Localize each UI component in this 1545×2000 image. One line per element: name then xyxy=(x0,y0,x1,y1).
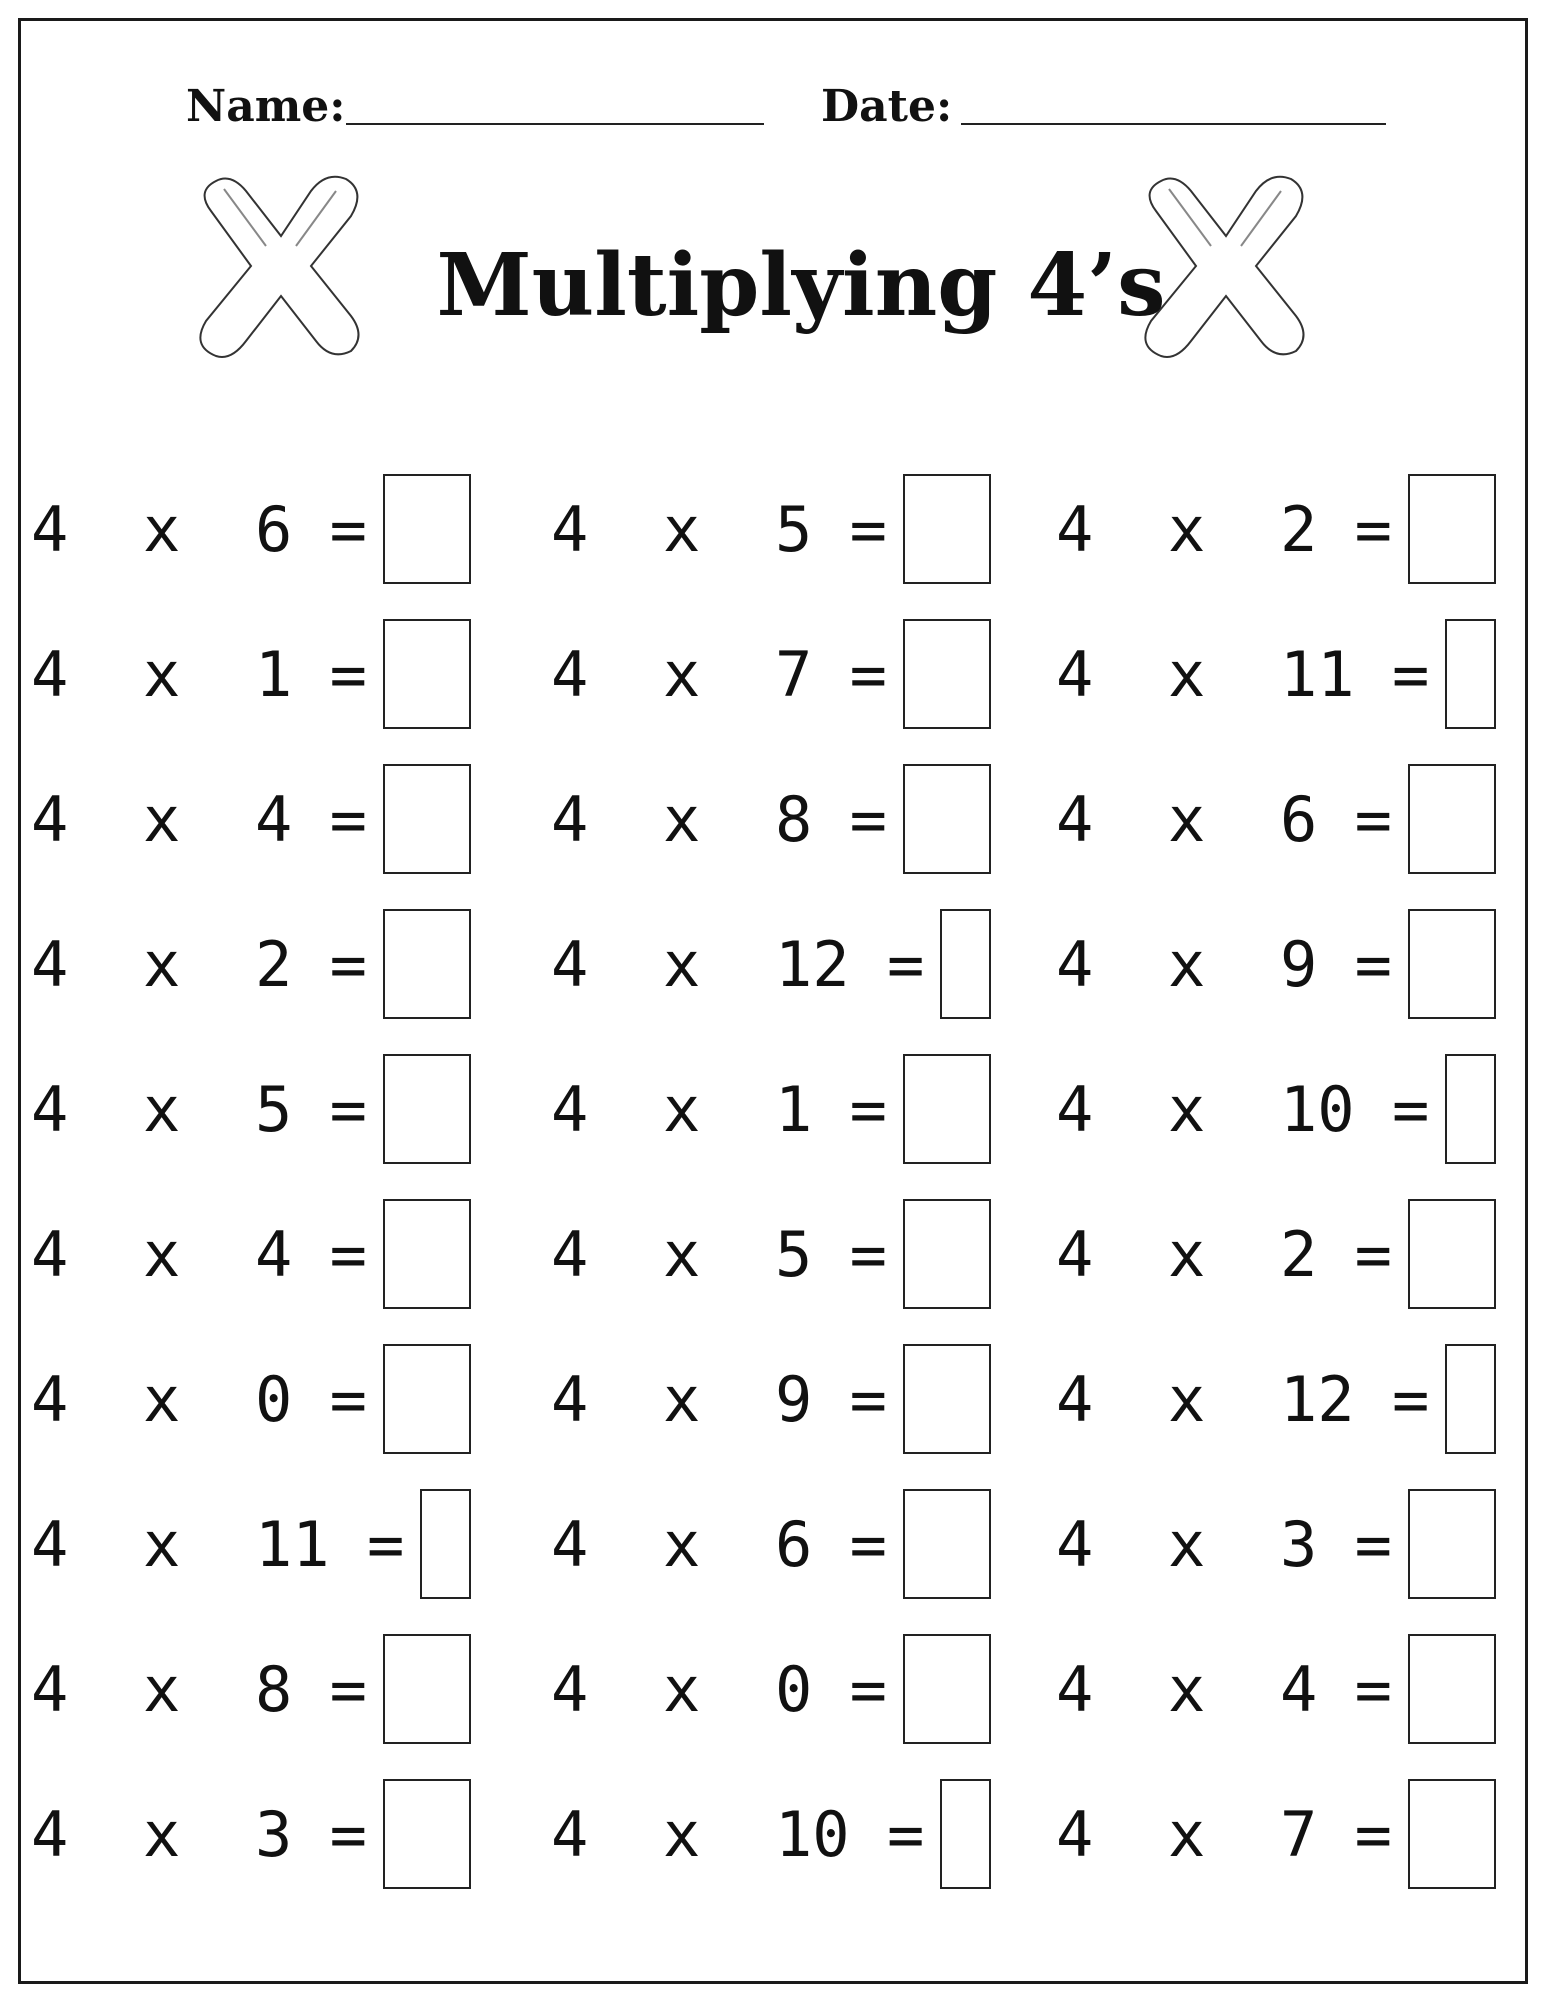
factor-b: 2 xyxy=(1279,1217,1318,1291)
times-sign: x xyxy=(142,1072,181,1146)
equals-sign: = xyxy=(1354,1652,1392,1726)
factor-a: 4 xyxy=(1056,782,1094,856)
times-sign: x xyxy=(662,1217,701,1291)
factor-b: 4 xyxy=(254,1217,293,1291)
equals-sign: = xyxy=(849,492,887,566)
problem-row xyxy=(31,908,471,1020)
problem-expression xyxy=(1056,638,1445,711)
factor-b: 8 xyxy=(774,782,813,856)
problem-expression xyxy=(31,1508,420,1581)
times-sign: x xyxy=(142,492,181,566)
answer-box[interactable] xyxy=(383,474,471,584)
equals-sign: = xyxy=(329,1797,367,1871)
factor-a: 4 xyxy=(31,1797,69,1871)
equals-sign: = xyxy=(329,1652,367,1726)
factor-a: 4 xyxy=(31,1652,69,1726)
problem-expression xyxy=(31,1798,383,1871)
answer-box[interactable] xyxy=(1408,1779,1496,1889)
times-sign: x xyxy=(1167,1652,1206,1726)
times-sign: x xyxy=(1167,637,1206,711)
problem-expression xyxy=(551,1798,940,1871)
factor-a: 4 xyxy=(551,1072,589,1146)
factor-b: 11 xyxy=(1279,637,1355,711)
factor-b: 1 xyxy=(774,1072,813,1146)
problem-expression xyxy=(31,1073,383,1146)
problem-row xyxy=(31,1343,471,1455)
problem-expression xyxy=(1056,493,1408,566)
problem-expression xyxy=(1056,1798,1408,1871)
factor-b: 5 xyxy=(774,492,813,566)
factor-b: 5 xyxy=(254,1072,293,1146)
problem-row xyxy=(31,1488,471,1600)
times-sign: x xyxy=(1167,1362,1206,1436)
answer-box[interactable] xyxy=(940,1779,991,1889)
factor-b: 2 xyxy=(1279,492,1318,566)
answer-box[interactable] xyxy=(383,1779,471,1889)
answer-box[interactable] xyxy=(903,619,991,729)
equals-sign: = xyxy=(1354,1797,1392,1871)
times-sign: x xyxy=(662,1652,701,1726)
problem-row xyxy=(31,473,471,585)
problem-row xyxy=(551,473,991,585)
answer-box[interactable] xyxy=(1408,1199,1496,1309)
problem-expression xyxy=(1056,1073,1445,1146)
problem-row xyxy=(1056,1633,1496,1745)
times-sign: x xyxy=(142,637,181,711)
problem-row xyxy=(31,618,471,730)
times-sign: x xyxy=(1167,492,1206,566)
answer-box[interactable] xyxy=(383,1054,471,1164)
factor-a: 4 xyxy=(1056,1797,1094,1871)
factor-b: 0 xyxy=(774,1652,813,1726)
factor-a: 4 xyxy=(31,1072,69,1146)
answer-box[interactable] xyxy=(903,1489,991,1599)
answer-box[interactable] xyxy=(1408,474,1496,584)
problem-row xyxy=(551,1343,991,1455)
problem-expression xyxy=(551,638,903,711)
answer-box[interactable] xyxy=(1408,1489,1496,1599)
name-label: Name: xyxy=(186,81,346,132)
times-sign: x xyxy=(662,927,701,1001)
factor-a: 4 xyxy=(551,1652,589,1726)
answer-box[interactable] xyxy=(903,1199,991,1309)
page-title: Multiplying 4’s xyxy=(436,235,1166,336)
problem-row xyxy=(551,618,991,730)
answer-box[interactable] xyxy=(1408,1634,1496,1744)
equals-sign: = xyxy=(849,1217,887,1291)
factor-b: 6 xyxy=(774,1507,813,1581)
problem-row xyxy=(1056,908,1496,1020)
times-sign: x xyxy=(662,1072,701,1146)
times-sign: x xyxy=(142,782,181,856)
answer-box[interactable] xyxy=(383,909,471,1019)
equals-sign: = xyxy=(329,1362,367,1436)
problem-row xyxy=(1056,1053,1496,1165)
equals-sign: = xyxy=(329,492,367,566)
factor-b: 9 xyxy=(1279,927,1318,1001)
multiply-x-icon xyxy=(186,161,376,371)
factor-b: 3 xyxy=(254,1797,293,1871)
problem-expression xyxy=(1056,928,1408,1001)
answer-box[interactable] xyxy=(903,1344,991,1454)
factor-a: 4 xyxy=(31,1217,69,1291)
problem-row xyxy=(1056,1198,1496,1310)
problem-row xyxy=(31,1633,471,1745)
times-sign: x xyxy=(662,492,701,566)
problem-row xyxy=(1056,1488,1496,1600)
factor-b: 10 xyxy=(774,1797,850,1871)
factor-a: 4 xyxy=(31,927,69,1001)
times-sign: x xyxy=(1167,1217,1206,1291)
factor-b: 7 xyxy=(774,637,813,711)
equals-sign: = xyxy=(849,1652,887,1726)
equals-sign: = xyxy=(1354,1507,1392,1581)
problem-expression xyxy=(31,1363,383,1436)
problem-expression xyxy=(551,783,903,856)
answer-box[interactable] xyxy=(903,474,991,584)
equals-sign: = xyxy=(329,637,367,711)
times-sign: x xyxy=(1167,1797,1206,1871)
factor-a: 4 xyxy=(1056,1072,1094,1146)
equals-sign: = xyxy=(366,1507,405,1581)
worksheet-page xyxy=(18,18,1528,1984)
date-field[interactable] xyxy=(961,123,1386,125)
factor-a: 4 xyxy=(551,492,589,566)
problem-row xyxy=(551,1053,991,1165)
answer-box[interactable] xyxy=(903,1054,991,1164)
factor-b: 2 xyxy=(254,927,293,1001)
problem-row xyxy=(1056,1778,1496,1890)
factor-b: 0 xyxy=(254,1362,293,1436)
problem-expression xyxy=(31,1218,383,1291)
answer-box[interactable] xyxy=(903,764,991,874)
times-sign: x xyxy=(142,1797,181,1871)
times-sign: x xyxy=(1167,927,1206,1001)
equals-sign: = xyxy=(329,782,367,856)
factor-b: 7 xyxy=(1279,1797,1318,1871)
times-sign: x xyxy=(662,1797,701,1871)
factor-b: 8 xyxy=(254,1652,293,1726)
problem-row xyxy=(31,1778,471,1890)
times-sign: x xyxy=(142,1507,181,1581)
equals-sign: = xyxy=(1354,1217,1392,1291)
equals-sign: = xyxy=(1354,927,1392,1001)
factor-a: 4 xyxy=(1056,492,1094,566)
factor-b: 4 xyxy=(254,782,293,856)
problem-expression xyxy=(551,1653,903,1726)
factor-b: 10 xyxy=(1279,1072,1355,1146)
problem-expression xyxy=(551,493,903,566)
problem-row xyxy=(551,1778,991,1890)
problem-expression xyxy=(551,1073,903,1146)
times-sign: x xyxy=(142,1217,181,1291)
problem-expression xyxy=(31,928,383,1001)
answer-box[interactable] xyxy=(1408,909,1496,1019)
problem-row xyxy=(551,1198,991,1310)
factor-b: 12 xyxy=(774,927,850,1001)
problem-expression xyxy=(551,928,940,1001)
answer-box[interactable] xyxy=(420,1489,471,1599)
date-label: Date: xyxy=(821,81,953,132)
answer-box[interactable] xyxy=(383,619,471,729)
problem-row xyxy=(551,1633,991,1745)
factor-b: 12 xyxy=(1279,1362,1355,1436)
equals-sign: = xyxy=(849,1072,887,1146)
problem-expression xyxy=(551,1218,903,1291)
problem-expression xyxy=(1056,1508,1408,1581)
equals-sign: = xyxy=(849,1507,887,1581)
factor-a: 4 xyxy=(31,782,69,856)
equals-sign: = xyxy=(1354,492,1392,566)
factor-a: 4 xyxy=(1056,637,1094,711)
times-sign: x xyxy=(1167,1507,1206,1581)
problem-row xyxy=(1056,618,1496,730)
problem-row xyxy=(1056,1343,1496,1455)
factor-a: 4 xyxy=(1056,927,1094,1001)
answer-box[interactable] xyxy=(1445,619,1496,729)
factor-b: 5 xyxy=(774,1217,813,1291)
problem-expression xyxy=(551,1363,903,1436)
times-sign: x xyxy=(662,1507,701,1581)
problem-row xyxy=(551,908,991,1020)
factor-a: 4 xyxy=(551,782,589,856)
problem-row xyxy=(31,1053,471,1165)
factor-a: 4 xyxy=(1056,1217,1094,1291)
answer-box[interactable] xyxy=(940,909,991,1019)
equals-sign: = xyxy=(1391,1072,1430,1146)
equals-sign: = xyxy=(886,927,925,1001)
times-sign: x xyxy=(662,782,701,856)
factor-a: 4 xyxy=(31,492,69,566)
answer-box[interactable] xyxy=(1445,1054,1496,1164)
factor-b: 6 xyxy=(254,492,293,566)
problem-expression xyxy=(31,783,383,856)
problem-expression xyxy=(1056,783,1408,856)
factor-a: 4 xyxy=(551,637,589,711)
factor-a: 4 xyxy=(1056,1507,1094,1581)
equals-sign: = xyxy=(886,1797,925,1871)
factor-b: 6 xyxy=(1279,782,1318,856)
factor-a: 4 xyxy=(551,1507,589,1581)
problem-row xyxy=(31,763,471,875)
problem-expression xyxy=(31,1653,383,1726)
times-sign: x xyxy=(662,1362,701,1436)
answer-box[interactable] xyxy=(383,1634,471,1744)
problem-row xyxy=(551,1488,991,1600)
times-sign: x xyxy=(142,1652,181,1726)
problem-row xyxy=(31,1198,471,1310)
problem-expression xyxy=(1056,1218,1408,1291)
factor-a: 4 xyxy=(31,1507,69,1581)
problem-row xyxy=(1056,473,1496,585)
factor-b: 9 xyxy=(774,1362,813,1436)
equals-sign: = xyxy=(849,1362,887,1436)
factor-a: 4 xyxy=(551,927,589,1001)
factor-b: 4 xyxy=(1279,1652,1318,1726)
times-sign: x xyxy=(142,1362,181,1436)
times-sign: x xyxy=(1167,1072,1206,1146)
equals-sign: = xyxy=(1391,1362,1430,1436)
equals-sign: = xyxy=(849,637,887,711)
problem-row xyxy=(551,763,991,875)
factor-a: 4 xyxy=(551,1362,589,1436)
problem-expression xyxy=(1056,1653,1408,1726)
factor-b: 11 xyxy=(254,1507,330,1581)
factor-a: 4 xyxy=(551,1217,589,1291)
answer-box[interactable] xyxy=(383,764,471,874)
equals-sign: = xyxy=(1354,782,1392,856)
factor-a: 4 xyxy=(1056,1362,1094,1436)
problem-row xyxy=(1056,763,1496,875)
problem-expression xyxy=(551,1508,903,1581)
equals-sign: = xyxy=(329,1072,367,1146)
answer-box[interactable] xyxy=(383,1344,471,1454)
factor-a: 4 xyxy=(31,637,69,711)
equals-sign: = xyxy=(1391,637,1430,711)
equals-sign: = xyxy=(329,1217,367,1291)
factor-a: 4 xyxy=(1056,1652,1094,1726)
factor-a: 4 xyxy=(551,1797,589,1871)
answer-box[interactable] xyxy=(383,1199,471,1309)
problem-expression xyxy=(31,638,383,711)
factor-b: 3 xyxy=(1279,1507,1318,1581)
answer-box[interactable] xyxy=(903,1634,991,1744)
name-field[interactable] xyxy=(346,123,764,125)
factor-a: 4 xyxy=(31,1362,69,1436)
factor-b: 1 xyxy=(254,637,293,711)
problem-expression xyxy=(31,493,383,566)
times-sign: x xyxy=(142,927,181,1001)
answer-box[interactable] xyxy=(1445,1344,1496,1454)
times-sign: x xyxy=(1167,782,1206,856)
answer-box[interactable] xyxy=(1408,764,1496,874)
equals-sign: = xyxy=(849,782,887,856)
times-sign: x xyxy=(662,637,701,711)
problem-expression xyxy=(1056,1363,1445,1436)
equals-sign: = xyxy=(329,927,367,1001)
